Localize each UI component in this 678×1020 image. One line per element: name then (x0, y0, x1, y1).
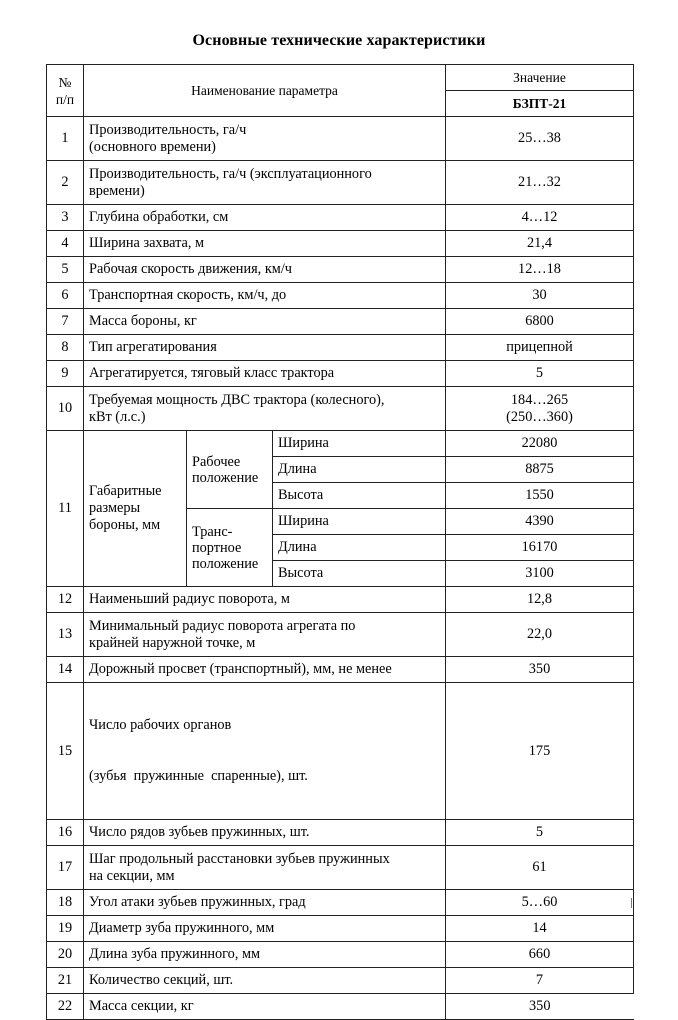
row-number: 12 (47, 587, 84, 613)
row-param (84, 387, 446, 431)
row-number: 13 (47, 613, 84, 657)
row-number: 11 (47, 431, 84, 587)
dimension-name: Длина (273, 535, 446, 561)
param-line: Производительность, га/ч (89, 121, 247, 138)
table-row (47, 613, 634, 657)
table-edge-mark (631, 898, 632, 908)
row-param (84, 613, 446, 657)
row-param: Дорожный просвет (транспортный), мм, не менее (84, 657, 446, 683)
value-line: 184…265 (510, 391, 569, 408)
table-row (47, 205, 634, 231)
dimensions-label-line: бороны, мм (89, 517, 161, 533)
table-row (47, 657, 634, 683)
row-value: прицепной (446, 335, 634, 361)
row-param: Агрегатируется, тяговый класс трактора (84, 361, 446, 387)
dimensions-row (47, 431, 634, 457)
row-number: 5 (47, 257, 84, 283)
dimension-value: 16170 (446, 535, 634, 561)
row-value: 21,4 (446, 231, 634, 257)
dimension-name: Ширина (273, 431, 446, 457)
dimensions-label-line: Габаритные (89, 483, 162, 499)
row-value: 7 (446, 968, 634, 994)
param-line: Число рабочих органов (89, 717, 232, 733)
row-number: 21 (47, 968, 84, 994)
row-param: Число рядов зубьев пружинных, шт. (84, 820, 446, 846)
table-row (47, 335, 634, 361)
row-value: 12…18 (446, 257, 634, 283)
dimensions-label-line: размеры (89, 500, 141, 516)
row-param: Тип агрегатирования (84, 335, 446, 361)
param-line: Шаг продольный расстановки зубьев пружинных (89, 850, 390, 867)
row-number: 6 (47, 283, 84, 309)
row-number: 17 (47, 846, 84, 890)
table-row (47, 846, 634, 890)
header-num-abbr: п/п (55, 91, 75, 107)
row-param (84, 846, 446, 890)
table-row (47, 890, 634, 916)
header-model: БЗПТ-21 (446, 91, 634, 117)
row-param: Масса секции, кг (84, 994, 446, 1020)
row-value: 350 (446, 657, 634, 683)
transport-position-label (187, 509, 273, 587)
table-row (47, 587, 634, 613)
row-param: Глубина обработки, см (84, 205, 446, 231)
position-label-line: положение (192, 469, 259, 486)
row-number: 8 (47, 335, 84, 361)
row-value: 21…32 (446, 161, 634, 205)
table-row (47, 916, 634, 942)
row-number: 22 (47, 994, 84, 1020)
row-param (84, 161, 446, 205)
row-value: 5…60 (446, 890, 634, 916)
row-param (84, 117, 446, 161)
row-number: 2 (47, 161, 84, 205)
header-num (47, 65, 84, 117)
row-number: 16 (47, 820, 84, 846)
row-value: 61 (446, 846, 634, 890)
param-line: (зубья пружинные спаренные), шт. (89, 768, 308, 784)
dimension-name: Высота (273, 561, 446, 587)
header-param: Наименование параметра (84, 65, 446, 117)
row-param: Угол атаки зубьев пружинных, град (84, 890, 446, 916)
working-position-label (187, 431, 273, 509)
table-row (47, 968, 634, 994)
param-line: времени) (89, 182, 145, 199)
row-param (84, 683, 446, 820)
row-param: Количество секций, шт. (84, 968, 446, 994)
row-number: 9 (47, 361, 84, 387)
table-row (47, 283, 634, 309)
row-value: 25…38 (446, 117, 634, 161)
table-row (47, 231, 634, 257)
dimension-value: 22080 (446, 431, 634, 457)
row-value: 660 (446, 942, 634, 968)
row-value: 6800 (446, 309, 634, 335)
row-number: 20 (47, 942, 84, 968)
row-value: 350 (446, 994, 634, 1020)
table-row (47, 942, 634, 968)
row-number: 7 (47, 309, 84, 335)
row-number: 18 (47, 890, 84, 916)
row-value: 5 (446, 820, 634, 846)
table-row (47, 309, 634, 335)
header-value: Значение (446, 65, 634, 91)
dimension-name: Ширина (273, 509, 446, 535)
position-label-line: портное (192, 539, 242, 556)
param-line: на секции, мм (89, 867, 175, 884)
dimension-name: Длина (273, 457, 446, 483)
row-number: 14 (47, 657, 84, 683)
dimensions-label (84, 431, 187, 587)
row-param: Ширина захвата, м (84, 231, 446, 257)
row-param: Диаметр зуба пружинного, мм (84, 916, 446, 942)
table-row (47, 683, 634, 820)
row-value: 30 (446, 283, 634, 309)
row-param: Длина зуба пружинного, мм (84, 942, 446, 968)
row-number: 19 (47, 916, 84, 942)
table-row (47, 994, 634, 1020)
param-line: (основного времени) (89, 138, 216, 155)
table-row (47, 361, 634, 387)
row-value: 175 (446, 683, 634, 820)
param-line: кВт (л.с.) (89, 408, 146, 425)
param-line: крайней наружной точке, м (89, 634, 256, 651)
param-line: Минимальный радиус поворота агрегата по (89, 617, 356, 634)
row-value: 22,0 (446, 613, 634, 657)
dimension-value: 3100 (446, 561, 634, 587)
header-num-symbol: № (58, 74, 72, 90)
spec-table (46, 64, 634, 1020)
dimension-value: 1550 (446, 483, 634, 509)
row-param: Наименьший радиус поворота, м (84, 587, 446, 613)
row-number: 3 (47, 205, 84, 231)
row-number: 4 (47, 231, 84, 257)
row-number: 15 (47, 683, 84, 820)
row-number: 10 (47, 387, 84, 431)
dimension-name: Высота (273, 483, 446, 509)
param-line: Производительность, га/ч (эксплуатационного (89, 165, 372, 182)
dimension-value: 8875 (446, 457, 634, 483)
row-param: Рабочая скорость движения, км/ч (84, 257, 446, 283)
table-row (47, 161, 634, 205)
page-title: Основные технические характеристики (192, 32, 486, 49)
row-value (446, 387, 634, 431)
dimension-value: 4390 (446, 509, 634, 535)
row-param: Масса бороны, кг (84, 309, 446, 335)
row-param: Транспортная скорость, км/ч, до (84, 283, 446, 309)
param-line: Требуемая мощность ДВС трактора (колесного), (89, 391, 385, 408)
table-row (47, 820, 634, 846)
row-value: 12,8 (446, 587, 634, 613)
table-row (47, 117, 634, 161)
row-number: 1 (47, 117, 84, 161)
row-value: 4…12 (446, 205, 634, 231)
position-label-line: Рабочее (192, 453, 241, 470)
position-label-line: Транс- (192, 523, 233, 540)
table-row (47, 387, 634, 431)
row-value: 14 (446, 916, 634, 942)
row-value: 5 (446, 361, 634, 387)
table-row (47, 257, 634, 283)
position-label-line: положение (192, 555, 259, 572)
value-line: (250…360) (506, 408, 573, 425)
